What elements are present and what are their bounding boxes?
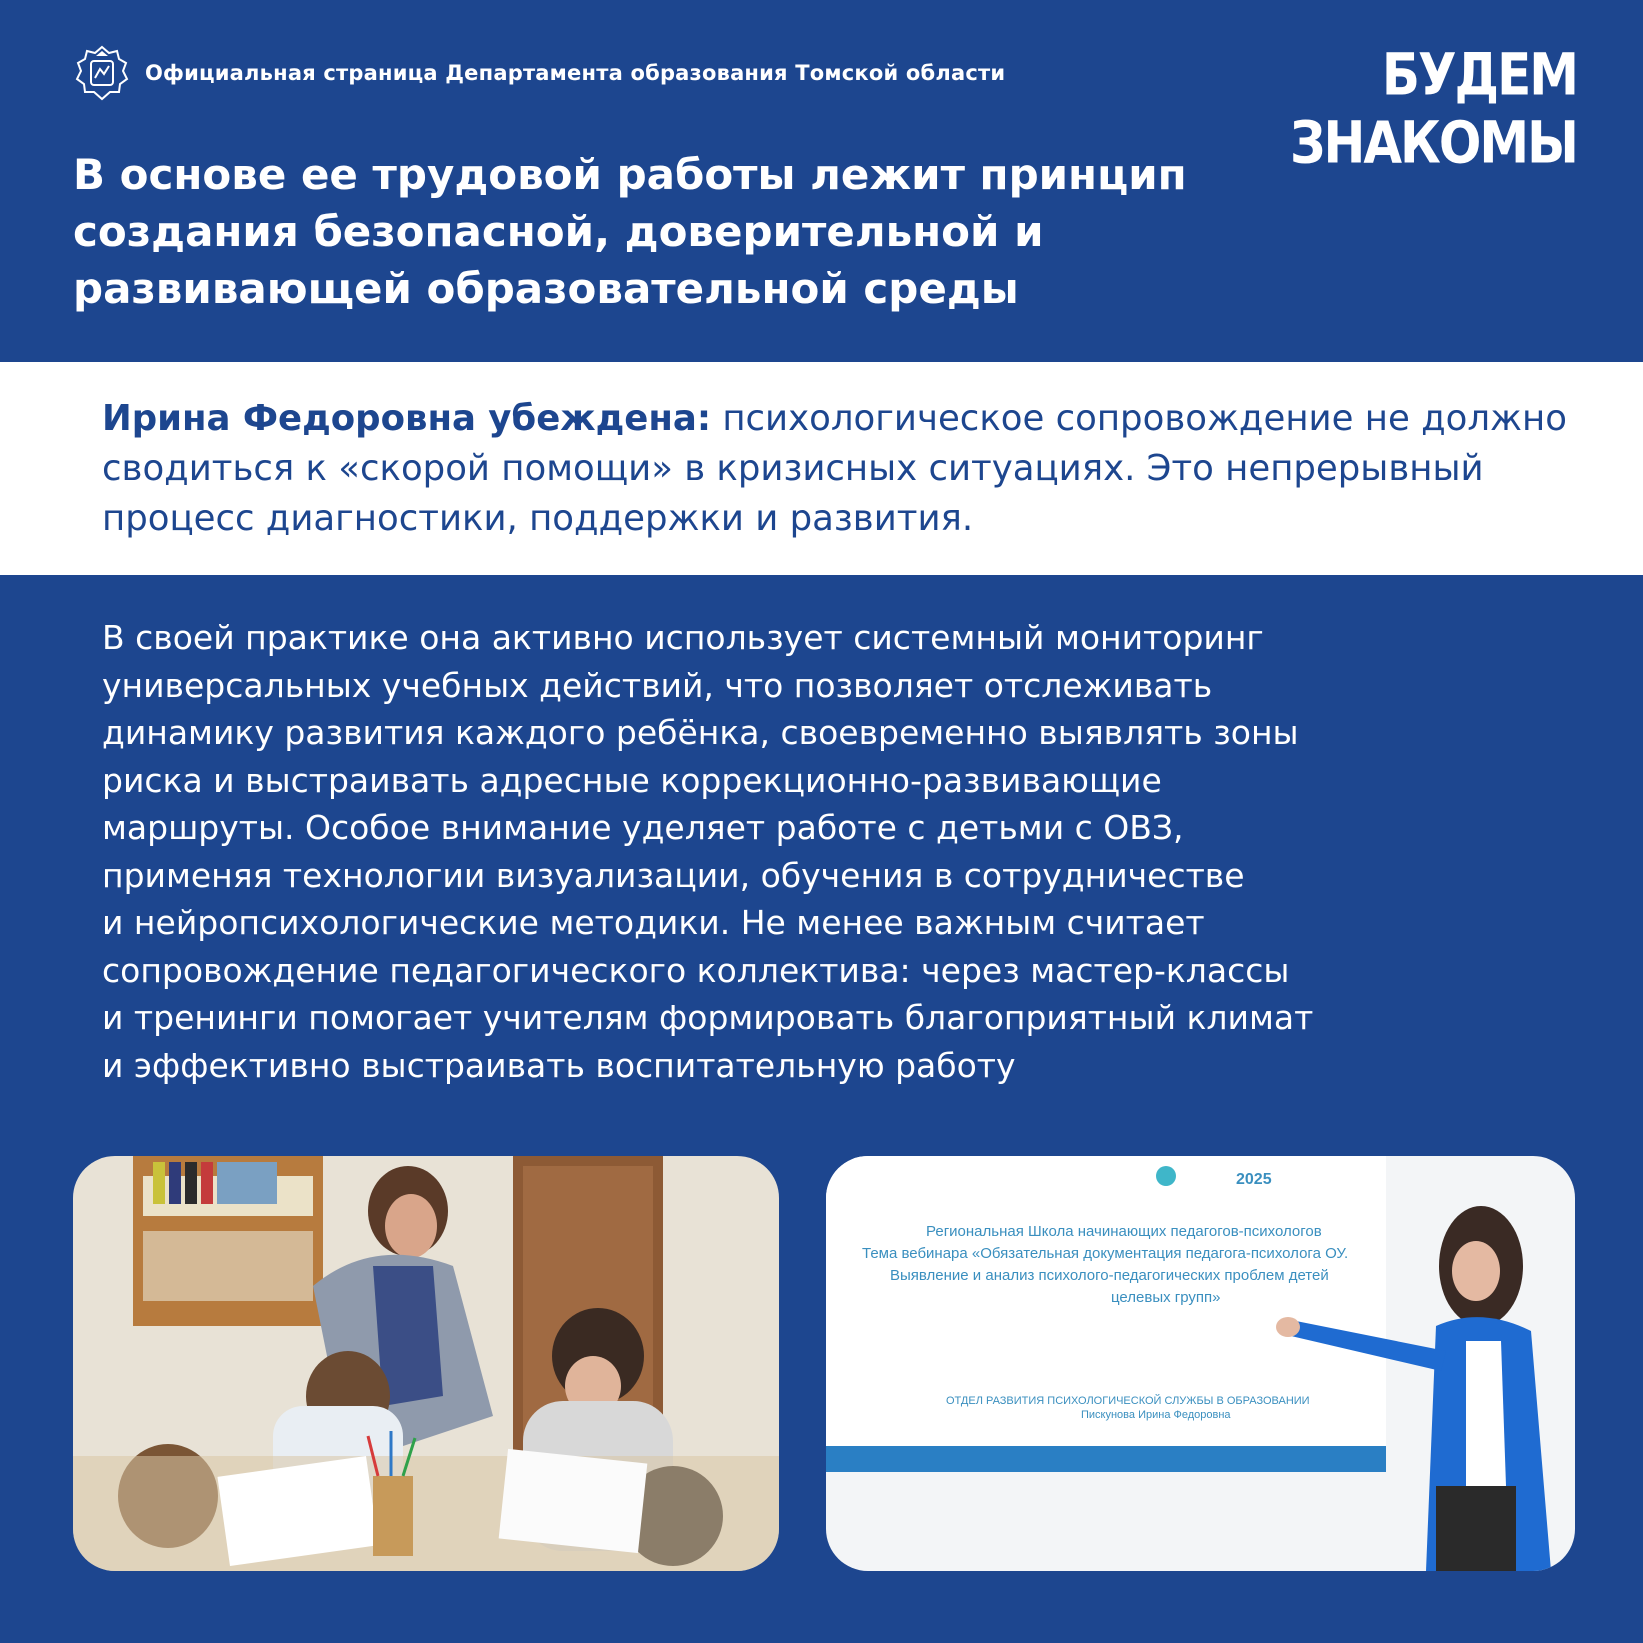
body-paragraph: В своей практике она активно использует системный мониторинг универсальных учебных действий, что позволяет отслеживать динамику развития каждого ребёнка, своевременно выявлять зоны риска и выстраивать адресные коррекционно-развивающие маршруты. Особое внимание уделяет работе с детьми с ОВЗ, применяя технологии визуализации, обучения в сотрудничестве и нейропсихологические методики. Не менее важным считает сопровождение педагогического коллектива: через мастер-классы и тренинги помогает учителям формировать благоприятный климат и эффективно выстраивать воспитательную работу <box>102 618 1314 1085</box>
slide-line-1: Региональная Школа начинающих педагогов-психологов <box>926 1223 1322 1240</box>
brand-logo <box>1289 41 1577 177</box>
slide-line-4: целевых групп» <box>1111 1289 1221 1306</box>
coat-of-arms-icon <box>73 44 131 102</box>
webinar-photo-image <box>826 1156 1575 1571</box>
quote-lead: Ирина Федоровна убеждена: <box>102 398 712 439</box>
department-label: Официальная страница Департамента образования Томской области <box>145 61 1006 85</box>
slide-year: 2025 <box>1236 1171 1272 1188</box>
brand-line-1: БУДЕМ <box>1381 41 1577 109</box>
classroom-photo-image <box>73 1156 779 1571</box>
brand-line-2: ЗНАКОМЫ <box>1289 109 1577 177</box>
headline: В основе ее трудовой работы лежит принцип создания безопасной, доверительной и развивающей образовательной среды <box>73 150 1187 313</box>
photo-classroom <box>73 1156 779 1571</box>
slide-dept: ОТДЕЛ РАЗВИТИЯ ПСИХОЛОГИЧЕСКОЙ СЛУЖБЫ В ОБРАЗОВАНИИ <box>946 1395 1310 1407</box>
slide-line-3: Выявление и анализ психолого-педагогических проблем детей <box>890 1267 1329 1284</box>
quote-band <box>0 362 1643 575</box>
slide-name: Пискунова Ирина Федоровна <box>1081 1409 1231 1421</box>
quote-body: психологическое сопровождение не должно сводиться к «скорой помощи» в кризисных ситуациях. Это непрерывный процесс диагностики, поддержки и развития. <box>102 398 1567 539</box>
photo-webinar <box>826 1156 1575 1571</box>
header-logo-row <box>73 44 1005 102</box>
quote-text <box>102 394 1582 544</box>
slide-line-2: Тема вебинара «Обязательная документация педагога-психолога ОУ. <box>862 1245 1349 1262</box>
